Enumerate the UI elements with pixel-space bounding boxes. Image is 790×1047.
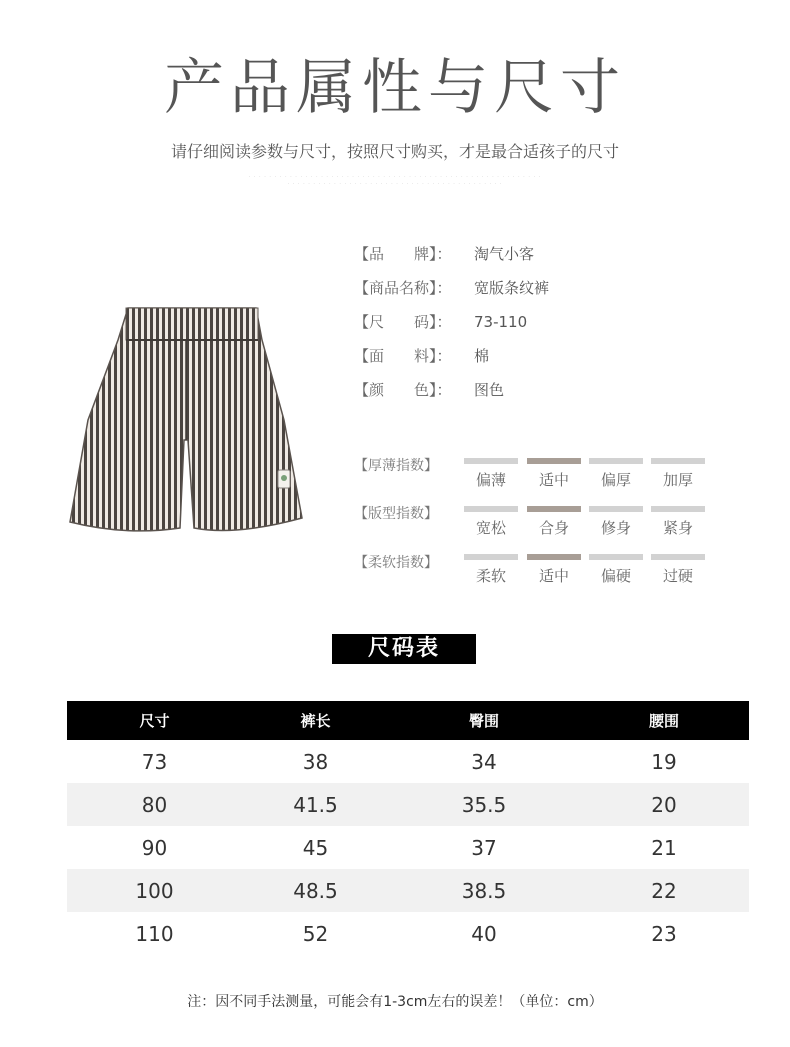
size-table-header-row [67,701,749,740]
attr-value: 棉 [474,347,490,365]
table-cell: 23 [651,921,677,946]
table-cell: 34 [471,749,497,774]
product-shorts-image [66,300,316,550]
attr-value: 淘气小客 [474,245,535,263]
table-cell: 21 [651,835,677,860]
index-option-label: 紧身 [662,519,693,537]
index-option-label: 过硬 [662,567,693,585]
table-cell: 35.5 [389,783,579,826]
index-option-label: 柔软 [475,567,506,585]
index-option-label: 偏硬 [600,567,631,585]
index-bar [651,506,705,512]
column-header-waist: 腰围 [579,701,749,740]
index-bar [651,554,705,560]
index-option-label: 宽松 [475,519,506,537]
table-row [67,869,749,912]
index-option-label: 偏厚 [600,471,631,489]
index-bar [464,554,518,560]
index-option-label: 适中 [538,471,569,489]
attr-value: 图色 [474,381,505,399]
table-cell: 40 [471,921,497,946]
attr-label: 【面 料】： [354,347,452,365]
index-option-label: 合身 [538,519,569,537]
index-option-label: 适中 [538,567,569,585]
table-cell: 38 [302,749,329,774]
index-bar [464,458,518,464]
table-cell: 52 [302,921,329,946]
index-option-label: 修身 [600,519,631,537]
table-row [67,826,749,869]
table-cell: 45 [302,835,329,860]
decorative-fine-print: · · · · · · · · · · · · · · · · · · · · · · · · · · · · · · · · · · · · · · · · · · · · · · · · · · · · · · · · · [248,174,542,180]
table-cell: 73 [141,749,168,774]
attr-label: 【尺 码】： [354,313,452,331]
table-row [67,783,749,826]
index-option-label: 加厚 [662,471,693,489]
index-bar [651,458,705,464]
table-cell: 22 [579,869,749,912]
attr-value: 宽版条纹裤 [474,279,550,297]
page-subtitle: 请仔细阅读参数与尺寸，按照尺寸购买，才是最合适孩子的尺寸 [170,142,619,161]
index-bar [589,506,643,512]
table-row [67,740,749,783]
attr-label: 【商品名称】： [354,279,452,297]
measurement-note: 注：因不同手法测量，可能会有1-3cm左右的误差！（单位：cm） [187,994,603,1010]
index-bar-selected [527,458,581,464]
table-cell: 38.5 [389,869,579,912]
page-title: 产品属性与尺寸 [164,53,626,123]
column-header-pants-length: 裤长 [242,701,389,740]
index-bar [589,554,643,560]
attr-value: 73-110 [474,313,528,331]
index-bar-selected [527,506,581,512]
table-cell: 19 [651,749,677,774]
column-header-hip: 臀围 [389,701,579,740]
table-cell: 90 [141,835,168,860]
softness-index-label: 【柔软指数】 [354,555,438,571]
table-row [67,912,749,955]
index-bar-selected [527,554,581,560]
table-cell: 41.5 [242,783,389,826]
table-cell: 110 [135,921,174,946]
thickness-index-label: 【厚薄指数】 [354,458,438,474]
decorative-fine-print: · · · · · · · · · · · · · · · · · · · · · · · · · · · · · · · · · · · · · · · · · · [287,181,503,187]
table-cell: 48.5 [242,869,389,912]
index-option-label: 偏薄 [475,471,506,489]
table-cell: 20 [579,783,749,826]
table-cell: 80 [67,783,242,826]
table-cell: 100 [67,869,242,912]
attr-label: 【颜 色】： [354,381,452,399]
table-cell: 37 [471,835,497,860]
index-bar [464,506,518,512]
size-table-heading: 尺码表 [332,634,476,664]
index-bar [589,458,643,464]
column-header-size: 尺寸 [67,701,242,740]
fit-index-label: 【版型指数】 [354,506,438,522]
attr-label: 【品 牌】： [354,245,452,263]
size-table [67,701,749,955]
